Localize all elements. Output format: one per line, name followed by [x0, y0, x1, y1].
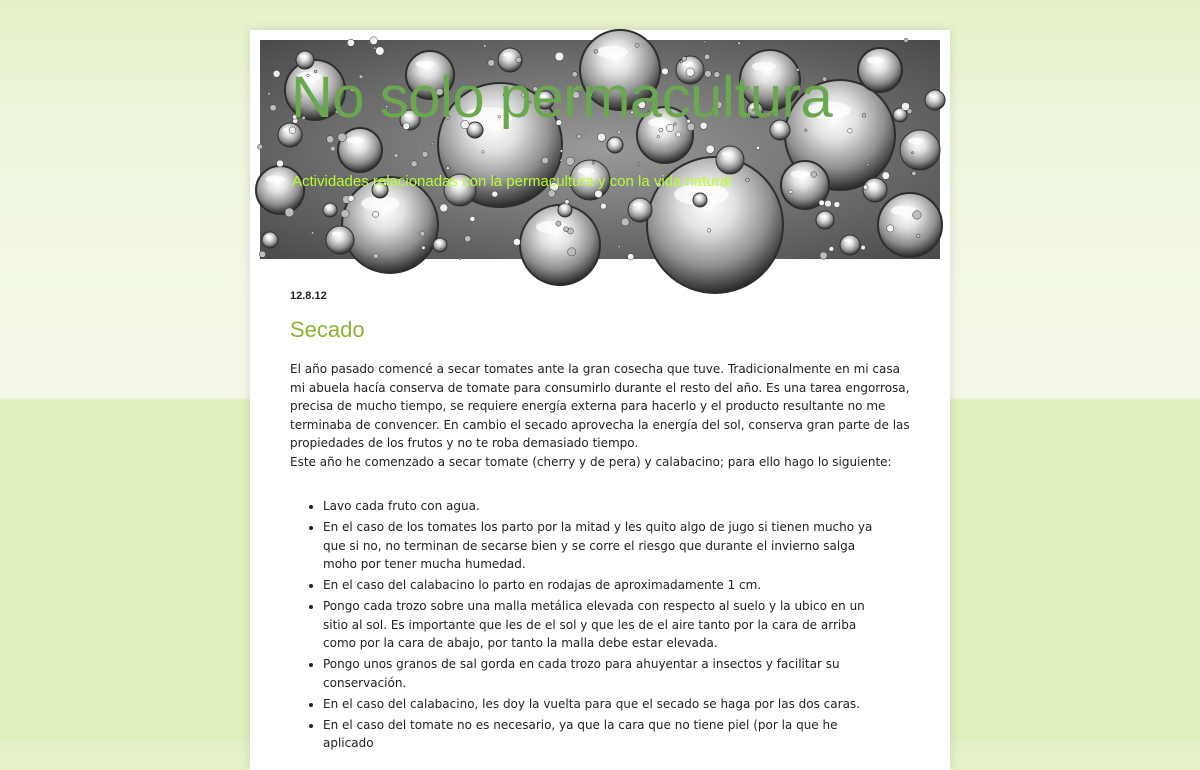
water-drop: [323, 203, 337, 217]
water-drop: [607, 137, 623, 153]
water-drop: [326, 226, 354, 254]
water-droplet: [513, 238, 520, 245]
water-droplet: [268, 92, 271, 95]
water-droplet: [338, 133, 347, 142]
water-drop-highlight: [722, 151, 733, 155]
water-droplet: [657, 135, 660, 138]
steps-list: [290, 497, 878, 753]
water-droplet: [422, 151, 428, 157]
post-body: [290, 360, 910, 755]
water-droplet: [594, 49, 598, 53]
water-droplet: [592, 161, 595, 164]
water-droplet: [465, 236, 471, 242]
water-droplet: [901, 102, 909, 110]
water-drop-highlight: [696, 196, 702, 198]
post-intro-paragraph: El año pasado comencé a secar tomates ante la gran cosecha que tuve. Tradicionalmente en mi casa mi abuela hacía conserva de tomate para consumirlo durante el resto del año. Es una tarea engorrosa, precisa de mucho tiempo, se requiere energía externa para hacerlo y el producto resultante no me terminaba de convencer. En cambio el secado aprovecha la energía del sol, conserva gran parte de las propiedades de los frutos y no te roba demasiado tiempo.: [290, 362, 910, 450]
post-lead-paragraph: Este año he comenzado a secar tomate (cherry y de pera) y calabacino; para ello hago lo siguiente:: [290, 454, 892, 469]
water-droplet: [863, 185, 868, 190]
water-droplet: [882, 172, 890, 180]
blog-content-column: [250, 30, 950, 770]
water-droplet: [327, 136, 334, 143]
water-drop: [628, 198, 652, 222]
water-drop-highlight: [844, 239, 852, 242]
water-drop-highlight: [503, 53, 513, 57]
water-drop-highlight: [610, 140, 616, 143]
water-droplet: [370, 37, 378, 45]
water-droplet: [259, 251, 265, 257]
water-droplet: [411, 161, 417, 167]
water-droplet: [420, 231, 425, 236]
blog-title[interactable]: No solo permacultura: [291, 65, 833, 130]
water-droplet: [704, 41, 706, 43]
water-drop: [716, 146, 744, 174]
water-droplet: [459, 258, 461, 260]
water-droplet: [482, 151, 485, 154]
water-droplet: [819, 200, 825, 206]
water-droplet: [704, 54, 709, 59]
water-droplet: [829, 247, 834, 252]
water-droplet: [862, 114, 866, 118]
water-droplet: [348, 195, 354, 201]
water-droplet: [560, 159, 562, 161]
water-droplet: [917, 234, 921, 238]
water-droplet: [595, 190, 603, 198]
water-droplet: [584, 130, 586, 132]
water-drop-highlight: [332, 231, 343, 235]
water-droplet: [560, 150, 563, 153]
water-droplet: [341, 210, 349, 218]
water-droplet: [738, 42, 741, 45]
water-droplet: [376, 47, 385, 56]
post-date: 12.8.12: [290, 290, 327, 302]
water-drop: [925, 90, 945, 110]
water-droplet: [861, 245, 866, 250]
list-item: • Pongo unos granos de sal gorda en cada trozo para ahuyentar a insectos y facilitar su conservación.: [323, 655, 878, 692]
water-drop-highlight: [820, 215, 827, 218]
water-droplet: [548, 190, 555, 197]
water-drop-highlight: [929, 94, 937, 97]
water-droplet: [330, 146, 335, 151]
water-droplet: [311, 232, 314, 235]
water-droplet: [706, 145, 714, 153]
water-drop-highlight: [300, 55, 307, 58]
water-droplet: [618, 245, 621, 248]
water-droplet: [637, 163, 640, 166]
water-drop-highlight: [536, 221, 568, 234]
water-drop-highlight: [596, 46, 628, 59]
water-droplet: [277, 160, 284, 167]
list-item: • En el caso del calabacino, les doy la vuelta para que el secado se haga por las dos caras.: [323, 695, 878, 714]
water-droplet: [542, 157, 549, 164]
water-droplet: [373, 253, 378, 258]
list-item: • En el caso del tomate no es necesario, ya que la cara que no tiene piel (por la que he aplicado: [323, 716, 878, 753]
water-droplet: [789, 190, 792, 193]
water-droplet: [492, 191, 498, 197]
water-droplet: [848, 128, 853, 133]
water-droplet: [565, 200, 569, 204]
water-droplet: [621, 218, 629, 226]
water-droplet: [347, 39, 354, 46]
water-drop: [433, 238, 447, 252]
water-drop: [878, 193, 942, 257]
water-droplet: [431, 143, 434, 146]
water-droplet: [911, 152, 913, 154]
water-droplet: [270, 105, 276, 111]
water-droplet: [577, 134, 582, 139]
water-droplet: [597, 133, 605, 141]
water-droplet: [440, 204, 448, 212]
water-droplet: [273, 70, 280, 77]
water-droplet: [867, 163, 870, 166]
water-droplet: [373, 211, 379, 217]
water-drop-highlight: [867, 57, 885, 64]
water-droplet: [618, 131, 621, 134]
water-drop-highlight: [791, 170, 810, 178]
water-drop: [900, 130, 940, 170]
water-droplet: [563, 227, 568, 232]
water-droplet: [470, 216, 475, 221]
water-drop-highlight: [868, 183, 878, 187]
blog-header: [260, 40, 940, 259]
water-drop: [693, 193, 707, 207]
water-droplet: [825, 200, 832, 207]
water-drop: [863, 178, 887, 202]
water-drop: [262, 232, 278, 248]
water-drop: [816, 211, 834, 229]
water-droplet: [811, 172, 817, 178]
water-drop-highlight: [347, 137, 365, 144]
water-droplet: [285, 208, 294, 217]
water-droplet: [394, 154, 398, 158]
water-drop-highlight: [561, 206, 567, 208]
water-droplet: [555, 52, 564, 61]
water-droplet: [707, 229, 711, 233]
water-droplet: [566, 157, 574, 165]
water-drop-highlight: [326, 206, 332, 208]
water-droplet: [258, 144, 263, 149]
post-title[interactable]: Secado: [290, 317, 365, 342]
water-drop: [858, 48, 902, 92]
water-drop-highlight: [436, 241, 442, 243]
water-droplet: [516, 57, 522, 63]
water-droplet: [628, 254, 634, 260]
list-item: • En el caso del calabacino lo parto en rodajas de aproximadamente 1 cm.: [323, 576, 878, 595]
water-drop-highlight: [266, 175, 285, 183]
water-droplet: [680, 61, 683, 64]
water-droplet: [600, 203, 606, 209]
water-droplet: [834, 202, 840, 208]
water-droplet: [484, 45, 486, 47]
list-item: • Pongo cada trozo sobre una malla metálica elevada con respecto al suelo y la ubico en un sitio al sol. Es importante que les de el sol y que les de el aire tanto por la cara de arriba como por la cara de abajo, por tanto la malla debe estar elevada.: [323, 597, 878, 653]
water-droplet: [887, 225, 894, 232]
water-droplet: [568, 248, 576, 256]
list-item: • Lavo cada fruto con agua.: [323, 497, 878, 516]
blog-description: Actividades relacionadas con la permacultura y con la vida natural: [292, 173, 732, 190]
water-droplet: [440, 249, 442, 251]
water-drop: [840, 235, 860, 255]
water-droplet: [912, 171, 916, 175]
water-droplet: [422, 246, 426, 250]
water-droplet: [446, 167, 449, 170]
water-droplet: [820, 252, 827, 259]
water-drop-highlight: [896, 111, 902, 113]
water-drop-highlight: [908, 138, 924, 144]
water-droplet: [756, 146, 760, 150]
water-droplet: [635, 43, 639, 47]
water-droplet: [556, 221, 561, 226]
water-droplet: [904, 38, 908, 42]
water-drop-highlight: [633, 203, 643, 207]
water-droplet: [373, 47, 376, 50]
water-drop: [558, 203, 572, 217]
water-droplet: [682, 57, 687, 62]
water-droplet: [746, 178, 750, 182]
list-item: • En el caso de los tomates los parto por la mitad y les quito algo de jugo si tienen mucho ya que si no, no terminan de secarse bien y se corre el riesgo que durante el invierno salga moho por tener mucha humedad.: [323, 518, 878, 574]
water-drop: [342, 177, 438, 273]
water-drop: [520, 205, 600, 285]
water-drop-highlight: [265, 235, 271, 238]
water-droplet: [913, 211, 922, 220]
water-droplet: [676, 132, 681, 137]
